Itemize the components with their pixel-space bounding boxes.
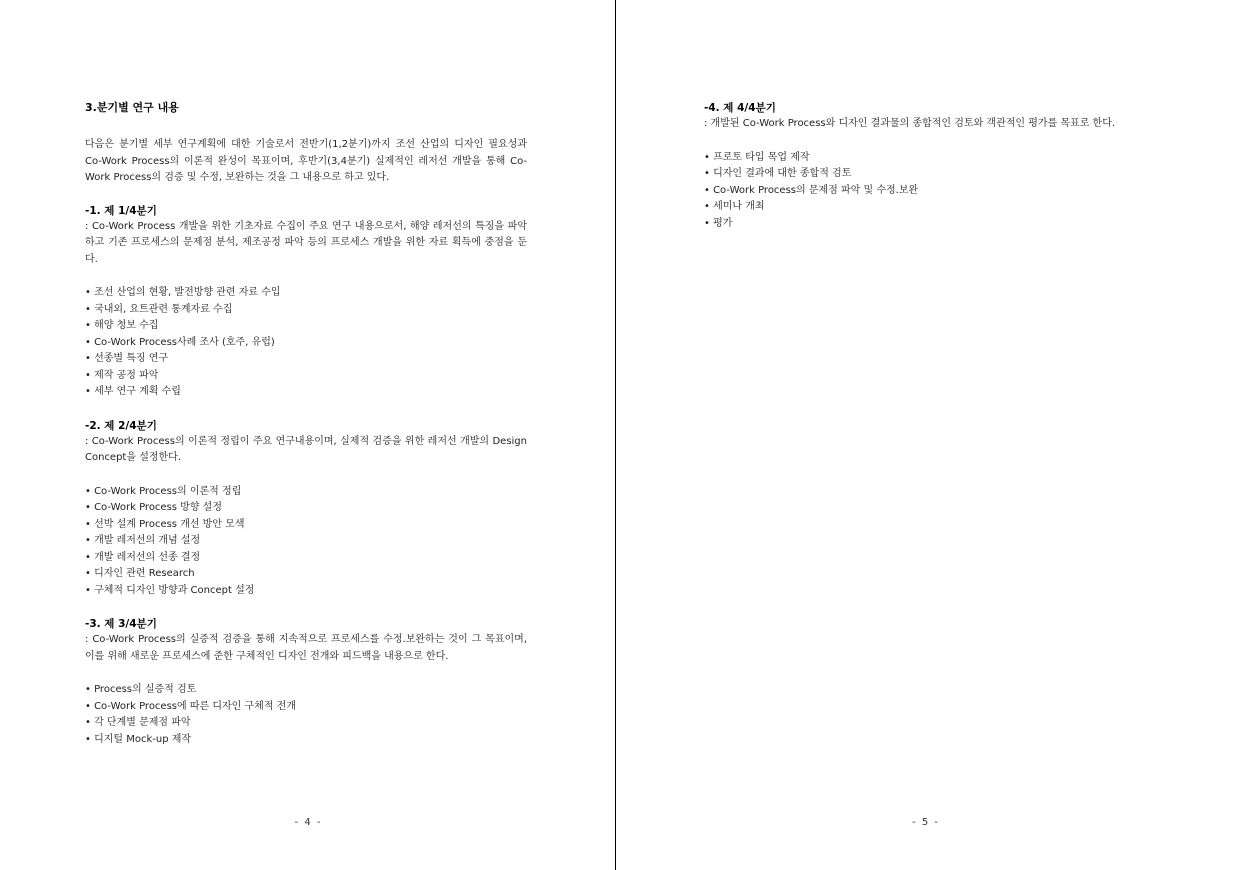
q2-list xyxy=(85,484,527,600)
list-item: • 디자인 관련 Research xyxy=(85,566,527,583)
q4-list xyxy=(704,150,1164,233)
list-item: • Co-Work Process의 문제점 파악 및 수정.보완 xyxy=(704,183,1164,200)
list-item: • Co-Work Process 방향 설정 xyxy=(85,500,527,517)
section-heading: 3.분기별 연구 내용 xyxy=(85,101,179,114)
q2-description: : Co-Work Process의 이론적 정립이 주요 연구내용이며, 실제적 검증을 위한 레저선 개발의 Design Concept을 설정한다. xyxy=(85,435,527,463)
list-item: • 선종별 특징 연구 xyxy=(85,351,527,368)
list-item: • 구체적 디자인 방향과 Concept 설정 xyxy=(85,583,527,600)
left-page xyxy=(0,0,615,870)
q3-list xyxy=(85,682,527,748)
list-item: • 프로토 타입 목업 제작 xyxy=(704,150,1164,167)
list-item: • 세부 연구 계획 수립 xyxy=(85,384,527,401)
list-item: • 조선 산업의 현황, 발전방향 관련 자료 수입 xyxy=(85,285,527,302)
list-item: • 세미나 개최 xyxy=(704,199,1164,216)
list-item: • 해양 청보 수집 xyxy=(85,318,527,335)
q4-description: : 개발된 Co-Work Process와 디자인 결과물의 종합적인 검토와 객관적인 평가를 목표로 한다. xyxy=(704,118,1116,129)
list-item: • 선박 설계 Process 개선 방안 모색 xyxy=(85,517,527,534)
list-item: • 각 단계별 문제점 파악 xyxy=(85,715,527,732)
q1-list xyxy=(85,285,527,401)
q3-description: : Co-Work Process의 실증적 검증을 통해 지속적으로 프로세스를 수정.보완하는 것이 그 목표이며, 이를 위해 새로운 프로세스에 준한 구체적인 디자인 전개와 피드백을 내용으로 한다. xyxy=(85,634,527,662)
right-page-content xyxy=(704,100,1164,232)
q4-heading: -4. 제 4/4분기 xyxy=(704,102,776,114)
list-item: • 개발 레저선의 개념 설정 xyxy=(85,533,527,550)
list-item: • 평가 xyxy=(704,216,1164,233)
intro-paragraph: 다음은 분기별 세부 연구계획에 대한 기술로서 전반기(1,2분기)까지 조선 산업의 디자인 필요성과 Co-Work Process의 이론적 완성이 목표이며, 후반기(3,4분기) 실제적인 레저선 개발을 통해 Co-Work Process의 검증 및 수정, 보완하는 것을 그 내용으로 하고 있다. xyxy=(85,139,527,183)
page-number: - 4 - xyxy=(294,817,321,828)
list-item: • 디자인 결과에 대한 종합적 검토 xyxy=(704,166,1164,183)
list-item: • Co-Work Process에 따른 디자인 구체적 전개 xyxy=(85,699,527,716)
list-item: • Co-Work Process사례 조사 (호주, 유럽) xyxy=(85,335,527,352)
q3-heading: -3. 제 3/4분기 xyxy=(85,618,157,630)
q2-heading: -2. 제 2/4분기 xyxy=(85,419,157,432)
right-page xyxy=(616,0,1234,870)
left-page-content xyxy=(85,100,527,748)
page-number: - 5 - xyxy=(912,817,938,828)
list-item: • 제작 공정 파악 xyxy=(85,368,527,385)
list-item: • Co-Work Process의 이론적 정립 xyxy=(85,484,527,501)
q1-heading: -1. 제 1/4분기 xyxy=(85,204,157,217)
list-item: • 디지털 Mock-up 제작 xyxy=(85,732,527,749)
list-item: • Process의 실증적 검토 xyxy=(85,682,527,699)
list-item: • 국내외, 요트관련 통계자료 수집 xyxy=(85,302,527,319)
q1-description: : Co-Work Process 개발을 위한 기초자료 수집이 주요 연구 내용으로서, 해양 레저선의 특징을 파악하고 기존 프로세스의 문제점 분석, 제조공정 파악 등의 프로세스 개발을 위한 자료 획득에 중점을 둔다. xyxy=(85,220,527,265)
list-item: • 개발 레저선의 선종 결정 xyxy=(85,550,527,567)
